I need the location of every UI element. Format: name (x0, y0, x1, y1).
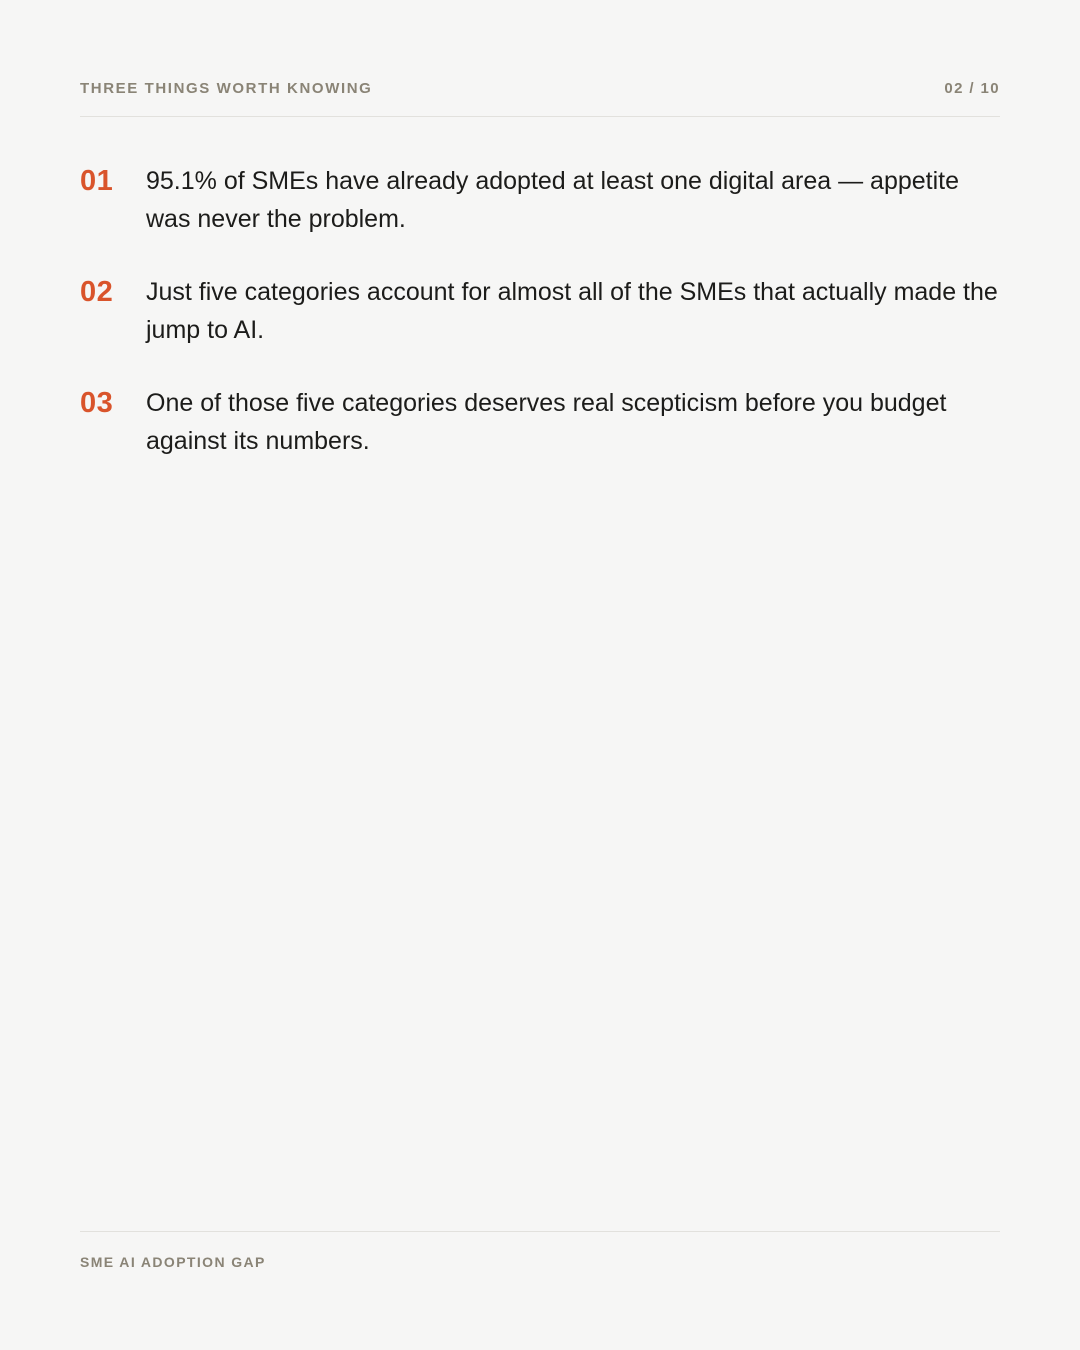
key-point-01 (80, 162, 1000, 238)
slide-footer (80, 1231, 1000, 1272)
point-text: Just five categories account for almost all of the SMEs that actually made the jump to AI. (146, 278, 998, 344)
point-text: One of those five categories deserves real scepticism before you budget against its numbers. (146, 389, 947, 455)
key-points-list (80, 162, 1000, 495)
point-text: 95.1% of SMEs have already adopted at least one digital area — appetite was never the problem. (146, 167, 960, 233)
slide-header (80, 79, 1000, 117)
deck-title: SME AI ADOPTION GAP (80, 1254, 266, 1270)
point-number: 02 (80, 276, 114, 308)
key-point-02 (80, 273, 1000, 349)
page-counter: 02 / 10 (944, 80, 1000, 97)
key-point-03 (80, 384, 1000, 460)
section-eyebrow: THREE THINGS WORTH KNOWING (80, 80, 373, 97)
point-number: 01 (80, 165, 114, 197)
point-number: 03 (80, 387, 114, 419)
